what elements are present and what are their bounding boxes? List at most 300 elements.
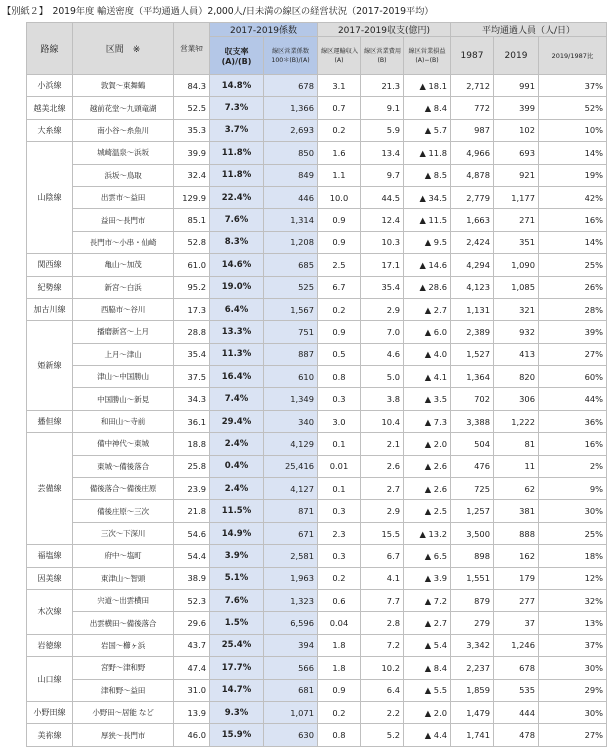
route-name-cell: 紀勢線	[27, 276, 73, 298]
cost-cell: 3.8	[361, 388, 404, 410]
yield-cell: 17.7%	[210, 657, 264, 679]
table-row	[27, 119, 607, 141]
section-cell: 越前花堂～九頭竜湖	[73, 97, 174, 119]
ratio-cell: 10%	[539, 119, 607, 141]
riders-2019-cell: 162	[494, 545, 539, 567]
balance-cell: ▲ 6.0	[404, 321, 451, 343]
balance-cell: ▲ 8.4	[404, 97, 451, 119]
km-cell: 17.3	[174, 298, 210, 320]
cost-cell: 13.4	[361, 142, 404, 164]
riders-2019-cell: 888	[494, 522, 539, 544]
km-cell: 29.6	[174, 612, 210, 634]
table-row	[27, 478, 607, 500]
table-row	[27, 75, 607, 97]
riders-2019-cell: 81	[494, 433, 539, 455]
table-row	[27, 254, 607, 276]
section-cell: 浜坂～鳥取	[73, 164, 174, 186]
yield-cell: 8.3%	[210, 231, 264, 253]
section-cell: 宍道～出雲横田	[73, 589, 174, 611]
revenue-cell: 3.0	[318, 410, 361, 432]
ratio-cell: 2%	[539, 455, 607, 477]
revenue-cell: 0.1	[318, 478, 361, 500]
yield-cell: 14.7%	[210, 679, 264, 701]
riders-1987-cell: 3,500	[451, 522, 494, 544]
yield-cell: 1.5%	[210, 612, 264, 634]
route-name-cell: 加古川線	[27, 298, 73, 320]
ratio-cell: 25%	[539, 522, 607, 544]
section-cell: 亀山～加茂	[73, 254, 174, 276]
yield-cell: 7.6%	[210, 589, 264, 611]
riders-2019-cell: 478	[494, 724, 539, 746]
cost-cell: 9.7	[361, 164, 404, 186]
header-1987: 1987	[451, 37, 494, 75]
ratio-cell: 30%	[539, 701, 607, 723]
coef-cell: 2,581	[264, 545, 318, 567]
coef-cell: 2,693	[264, 119, 318, 141]
riders-1987-cell: 4,294	[451, 254, 494, 276]
yield-cell: 11.8%	[210, 164, 264, 186]
km-cell: 13.9	[174, 701, 210, 723]
riders-1987-cell: 1,364	[451, 366, 494, 388]
header-coef-top: 線区営業係数	[271, 47, 310, 55]
km-cell: 38.9	[174, 567, 210, 589]
coef-cell: 1,349	[264, 388, 318, 410]
riders-2019-cell: 277	[494, 589, 539, 611]
riders-1987-cell: 2,779	[451, 186, 494, 208]
header-revenue-sub: (A)	[334, 56, 344, 64]
table-body	[27, 75, 607, 747]
yield-cell: 22.4%	[210, 186, 264, 208]
cost-cell: 21.3	[361, 75, 404, 97]
table-row	[27, 545, 607, 567]
header-yield-top: 収支率	[224, 46, 249, 56]
ratio-cell: 44%	[539, 388, 607, 410]
riders-1987-cell: 772	[451, 97, 494, 119]
coef-cell: 685	[264, 254, 318, 276]
section-cell: 備中神代～東城	[73, 433, 174, 455]
ratio-cell: 39%	[539, 321, 607, 343]
balance-cell: ▲ 2.0	[404, 701, 451, 723]
yield-cell: 2.4%	[210, 433, 264, 455]
balance-cell: ▲ 6.5	[404, 545, 451, 567]
section-cell: 津和野～益田	[73, 679, 174, 701]
riders-1987-cell: 279	[451, 612, 494, 634]
yield-cell: 11.5%	[210, 500, 264, 522]
yield-cell: 2.4%	[210, 478, 264, 500]
riders-1987-cell: 1,741	[451, 724, 494, 746]
cost-cell: 2.9	[361, 298, 404, 320]
cost-cell: 44.5	[361, 186, 404, 208]
route-name-cell: 岩徳線	[27, 634, 73, 656]
revenue-cell: 1.8	[318, 634, 361, 656]
yield-cell: 11.8%	[210, 142, 264, 164]
riders-2019-cell: 179	[494, 567, 539, 589]
balance-cell: ▲ 2.6	[404, 455, 451, 477]
ratio-cell: 27%	[539, 724, 607, 746]
yield-cell: 29.4%	[210, 410, 264, 432]
yield-cell: 13.3%	[210, 321, 264, 343]
ratio-cell: 29%	[539, 679, 607, 701]
table-row	[27, 164, 607, 186]
section-cell: 和田山～寺前	[73, 410, 174, 432]
revenue-cell: 0.2	[318, 701, 361, 723]
document-title: 【別紙２】 2019年度 輸送密度（平均通過人員）2,000人/日未満の線区の経営状況（2017-2019平均）	[2, 6, 434, 17]
revenue-cell: 0.9	[318, 321, 361, 343]
cost-cell: 5.9	[361, 119, 404, 141]
km-cell: 52.8	[174, 231, 210, 253]
header-group-riders: 平均通過人員（人/日）	[451, 23, 607, 37]
coef-cell: 1,208	[264, 231, 318, 253]
yield-cell: 7.6%	[210, 209, 264, 231]
riders-2019-cell: 37	[494, 612, 539, 634]
km-cell: 84.3	[174, 75, 210, 97]
coef-cell: 25,416	[264, 455, 318, 477]
header-route: 路線	[27, 23, 73, 75]
cost-cell: 10.2	[361, 657, 404, 679]
ratio-cell: 14%	[539, 142, 607, 164]
table-row	[27, 433, 607, 455]
yield-cell: 14.8%	[210, 75, 264, 97]
riders-2019-cell: 1,246	[494, 634, 539, 656]
riders-1987-cell: 476	[451, 455, 494, 477]
cost-cell: 10.4	[361, 410, 404, 432]
balance-cell: ▲ 2.7	[404, 612, 451, 634]
route-name-cell: 芸備線	[27, 433, 73, 545]
km-cell: 46.0	[174, 724, 210, 746]
section-cell: 出雲市～益田	[73, 186, 174, 208]
table-row	[27, 657, 607, 679]
section-cell: 津山～中国勝山	[73, 366, 174, 388]
coef-cell: 4,129	[264, 433, 318, 455]
route-name-cell: 木次線	[27, 589, 73, 634]
header-revenue	[318, 37, 361, 75]
coef-cell: 6,596	[264, 612, 318, 634]
route-name-cell: 越美北線	[27, 97, 73, 119]
km-cell: 23.9	[174, 478, 210, 500]
table-header	[27, 23, 607, 75]
coef-cell: 394	[264, 634, 318, 656]
coef-cell: 1,314	[264, 209, 318, 231]
riders-2019-cell: 62	[494, 478, 539, 500]
balance-cell: ▲ 3.5	[404, 388, 451, 410]
ratio-cell: 12%	[539, 567, 607, 589]
ratio-cell: 60%	[539, 366, 607, 388]
route-name-cell: 小野田線	[27, 701, 73, 723]
route-finance-table	[26, 22, 607, 747]
revenue-cell: 3.1	[318, 75, 361, 97]
route-name-cell: 関西線	[27, 254, 73, 276]
coef-cell: 1,366	[264, 97, 318, 119]
revenue-cell: 0.04	[318, 612, 361, 634]
coef-cell: 850	[264, 142, 318, 164]
route-name-cell: 山陰線	[27, 142, 73, 254]
balance-cell: ▲ 14.6	[404, 254, 451, 276]
revenue-cell: 0.9	[318, 209, 361, 231]
balance-cell: ▲ 13.2	[404, 522, 451, 544]
ratio-cell: 26%	[539, 276, 607, 298]
balance-cell: ▲ 2.0	[404, 433, 451, 455]
balance-cell: ▲ 11.5	[404, 209, 451, 231]
cost-cell: 2.8	[361, 612, 404, 634]
yield-cell: 9.3%	[210, 701, 264, 723]
km-cell: 43.7	[174, 634, 210, 656]
header-balance-sub: (A)−(B)	[415, 56, 439, 64]
riders-2019-cell: 399	[494, 97, 539, 119]
coef-cell: 678	[264, 75, 318, 97]
ratio-cell: 42%	[539, 186, 607, 208]
riders-1987-cell: 4,123	[451, 276, 494, 298]
header-group-finance: 2017-2019収支(億円)	[318, 23, 451, 37]
riders-2019-cell: 351	[494, 231, 539, 253]
ratio-cell: 30%	[539, 657, 607, 679]
table-row	[27, 231, 607, 253]
km-cell: 35.3	[174, 119, 210, 141]
cost-cell: 2.7	[361, 478, 404, 500]
km-cell: 18.8	[174, 433, 210, 455]
table-row	[27, 724, 607, 746]
cost-cell: 4.6	[361, 343, 404, 365]
riders-1987-cell: 987	[451, 119, 494, 141]
balance-cell: ▲ 3.9	[404, 567, 451, 589]
route-name-cell: 大糸線	[27, 119, 73, 141]
coef-cell: 446	[264, 186, 318, 208]
riders-2019-cell: 321	[494, 298, 539, 320]
riders-2019-cell: 921	[494, 164, 539, 186]
balance-cell: ▲ 18.1	[404, 75, 451, 97]
ratio-cell: 18%	[539, 545, 607, 567]
yield-cell: 25.4%	[210, 634, 264, 656]
section-cell: 三次～下深川	[73, 522, 174, 544]
balance-cell: ▲ 7.2	[404, 589, 451, 611]
revenue-cell: 1.8	[318, 657, 361, 679]
table-row	[27, 321, 607, 343]
ratio-cell: 9%	[539, 478, 607, 500]
cost-cell: 6.4	[361, 679, 404, 701]
km-cell: 36.1	[174, 410, 210, 432]
table-row	[27, 209, 607, 231]
section-cell: 上月～津山	[73, 343, 174, 365]
riders-1987-cell: 1,551	[451, 567, 494, 589]
table-row	[27, 298, 607, 320]
revenue-cell: 0.8	[318, 724, 361, 746]
revenue-cell: 0.6	[318, 589, 361, 611]
route-name-cell: 美祢線	[27, 724, 73, 746]
coef-cell: 525	[264, 276, 318, 298]
km-cell: 34.3	[174, 388, 210, 410]
header-cost-sub: (B)	[377, 56, 387, 64]
riders-1987-cell: 1,257	[451, 500, 494, 522]
balance-cell: ▲ 4.1	[404, 366, 451, 388]
header-balance-label: 線区営業損益	[408, 47, 446, 55]
cost-cell: 17.1	[361, 254, 404, 276]
balance-cell: ▲ 28.6	[404, 276, 451, 298]
riders-1987-cell: 1,479	[451, 701, 494, 723]
header-balance	[404, 37, 451, 75]
coef-cell: 610	[264, 366, 318, 388]
balance-cell: ▲ 7.3	[404, 410, 451, 432]
km-cell: 32.4	[174, 164, 210, 186]
header-group-coef: 2017-2019係数	[210, 23, 318, 37]
riders-1987-cell: 725	[451, 478, 494, 500]
header-yield	[210, 37, 264, 75]
km-cell: 28.8	[174, 321, 210, 343]
section-cell: 播磨新宮～上月	[73, 321, 174, 343]
coef-cell: 871	[264, 500, 318, 522]
route-name-cell: 小浜線	[27, 75, 73, 97]
revenue-cell: 0.1	[318, 433, 361, 455]
section-cell: 備後落合～備後庄原	[73, 478, 174, 500]
ratio-cell: 14%	[539, 231, 607, 253]
riders-1987-cell: 1,527	[451, 343, 494, 365]
cost-cell: 9.1	[361, 97, 404, 119]
table-row	[27, 634, 607, 656]
section-cell: 東津山～智頭	[73, 567, 174, 589]
ratio-cell: 19%	[539, 164, 607, 186]
coef-cell: 4,127	[264, 478, 318, 500]
revenue-cell: 0.3	[318, 500, 361, 522]
table-row	[27, 388, 607, 410]
balance-cell: ▲ 5.7	[404, 119, 451, 141]
ratio-cell: 37%	[539, 75, 607, 97]
riders-2019-cell: 413	[494, 343, 539, 365]
table-row	[27, 567, 607, 589]
revenue-cell: 0.3	[318, 545, 361, 567]
cost-cell: 4.1	[361, 567, 404, 589]
riders-2019-cell: 1,222	[494, 410, 539, 432]
balance-cell: ▲ 11.8	[404, 142, 451, 164]
table-row	[27, 276, 607, 298]
table-row	[27, 142, 607, 164]
km-cell: 35.4	[174, 343, 210, 365]
yield-cell: 11.3%	[210, 343, 264, 365]
table-row	[27, 679, 607, 701]
coef-cell: 887	[264, 343, 318, 365]
riders-2019-cell: 693	[494, 142, 539, 164]
riders-1987-cell: 504	[451, 433, 494, 455]
coef-cell: 630	[264, 724, 318, 746]
balance-cell: ▲ 8.4	[404, 657, 451, 679]
cost-cell: 35.4	[361, 276, 404, 298]
coef-cell: 751	[264, 321, 318, 343]
cost-cell: 2.6	[361, 455, 404, 477]
table-row	[27, 500, 607, 522]
header-section: 区間 ※	[73, 23, 174, 75]
revenue-cell: 0.01	[318, 455, 361, 477]
balance-cell: ▲ 2.7	[404, 298, 451, 320]
coef-cell: 1,963	[264, 567, 318, 589]
riders-1987-cell: 2,389	[451, 321, 494, 343]
cost-cell: 5.2	[361, 724, 404, 746]
table-row	[27, 455, 607, 477]
yield-cell: 0.4%	[210, 455, 264, 477]
revenue-cell: 0.2	[318, 298, 361, 320]
revenue-cell: 0.9	[318, 231, 361, 253]
revenue-cell: 0.3	[318, 388, 361, 410]
header-yield-bottom: (A)/(B)	[221, 56, 252, 66]
table-row	[27, 589, 607, 611]
km-cell: 95.2	[174, 276, 210, 298]
riders-2019-cell: 1,090	[494, 254, 539, 276]
riders-2019-cell: 820	[494, 366, 539, 388]
riders-2019-cell: 306	[494, 388, 539, 410]
section-cell: 東城～備後落合	[73, 455, 174, 477]
yield-cell: 14.9%	[210, 522, 264, 544]
riders-1987-cell: 2,712	[451, 75, 494, 97]
riders-1987-cell: 2,424	[451, 231, 494, 253]
cost-cell: 10.3	[361, 231, 404, 253]
ratio-cell: 36%	[539, 410, 607, 432]
riders-1987-cell: 3,388	[451, 410, 494, 432]
ratio-cell: 16%	[539, 433, 607, 455]
riders-1987-cell: 702	[451, 388, 494, 410]
balance-cell: ▲ 5.4	[404, 634, 451, 656]
balance-cell: ▲ 4.0	[404, 343, 451, 365]
km-cell: 54.6	[174, 522, 210, 544]
route-name-cell: 福塩線	[27, 545, 73, 567]
km-cell: 21.8	[174, 500, 210, 522]
cost-cell: 2.2	[361, 701, 404, 723]
km-cell: 54.4	[174, 545, 210, 567]
ratio-cell: 13%	[539, 612, 607, 634]
riders-1987-cell: 1,131	[451, 298, 494, 320]
section-cell: 西脇市～谷川	[73, 298, 174, 320]
table-row	[27, 522, 607, 544]
balance-cell: ▲ 4.4	[404, 724, 451, 746]
header-coef-bottom: 100＊(B)/(A)	[271, 56, 310, 64]
riders-2019-cell: 102	[494, 119, 539, 141]
section-cell: 新宮～白浜	[73, 276, 174, 298]
coef-cell: 340	[264, 410, 318, 432]
riders-2019-cell: 271	[494, 209, 539, 231]
cost-cell: 12.4	[361, 209, 404, 231]
km-cell: 52.5	[174, 97, 210, 119]
header-revenue-label: 線区運輸収入	[321, 47, 359, 55]
section-cell: 小野田～居能 など	[73, 701, 174, 723]
balance-cell: ▲ 8.5	[404, 164, 451, 186]
km-cell: 37.5	[174, 366, 210, 388]
table-row	[27, 366, 607, 388]
section-cell: 城崎温泉～浜坂	[73, 142, 174, 164]
coef-cell: 681	[264, 679, 318, 701]
yield-cell: 3.7%	[210, 119, 264, 141]
riders-2019-cell: 11	[494, 455, 539, 477]
riders-2019-cell: 991	[494, 75, 539, 97]
header-coef	[264, 37, 318, 75]
yield-cell: 5.1%	[210, 567, 264, 589]
header-km: 営業ｷﾛ	[174, 23, 210, 75]
riders-1987-cell: 2,237	[451, 657, 494, 679]
section-cell: 宮野～津和野	[73, 657, 174, 679]
balance-cell: ▲ 9.5	[404, 231, 451, 253]
balance-cell: ▲ 2.6	[404, 478, 451, 500]
section-cell: 岩国～櫛ヶ浜	[73, 634, 174, 656]
riders-1987-cell: 1,859	[451, 679, 494, 701]
table-row	[27, 343, 607, 365]
km-cell: 61.0	[174, 254, 210, 276]
coef-cell: 849	[264, 164, 318, 186]
riders-1987-cell: 4,966	[451, 142, 494, 164]
cost-cell: 5.0	[361, 366, 404, 388]
cost-cell: 2.1	[361, 433, 404, 455]
ratio-cell: 32%	[539, 589, 607, 611]
section-cell: 中国勝山～新見	[73, 388, 174, 410]
cost-cell: 15.5	[361, 522, 404, 544]
revenue-cell: 0.5	[318, 343, 361, 365]
riders-1987-cell: 898	[451, 545, 494, 567]
riders-1987-cell: 1,663	[451, 209, 494, 231]
route-name-cell: 因美線	[27, 567, 73, 589]
header-ratio: 2019/1987比	[539, 37, 607, 75]
